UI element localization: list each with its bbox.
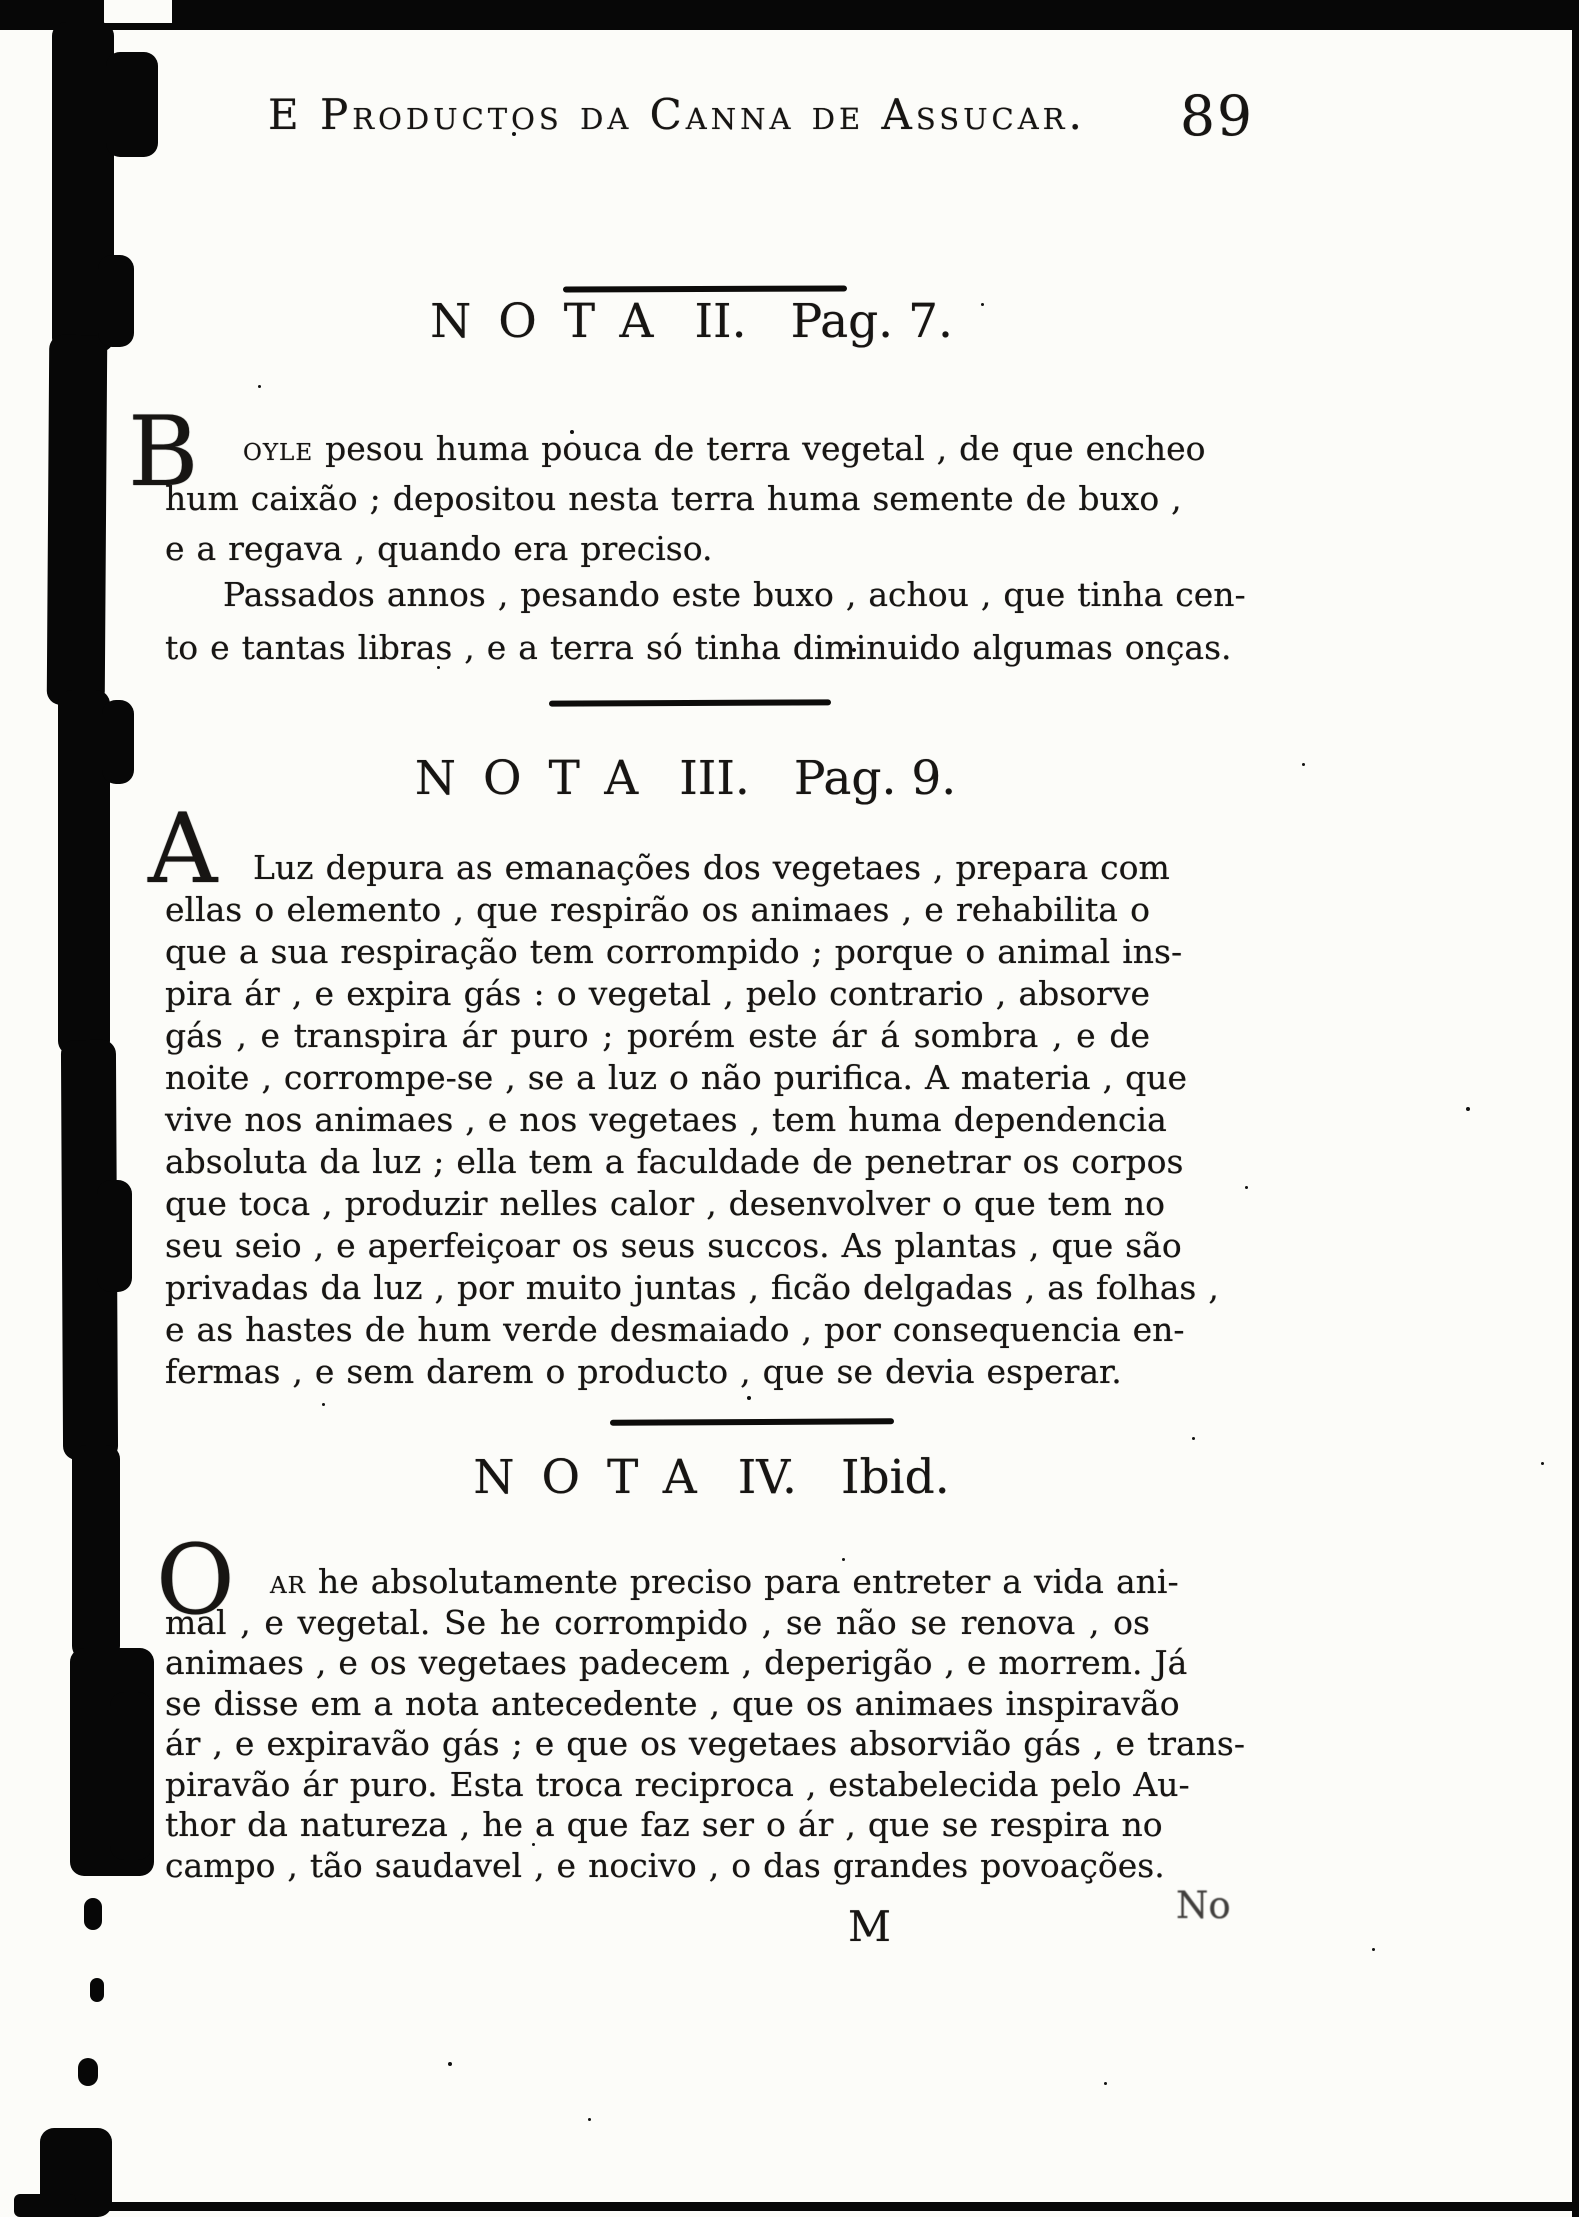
scan-right-edge bbox=[1572, 0, 1579, 2217]
text-line: ellas o elemento , que respirão os animaes , e rehabilita o bbox=[165, 890, 1150, 929]
dust-speck bbox=[1192, 1437, 1195, 1440]
text-line: seu seio , e aperfeiçoar os seus succos. As plantas , que são bbox=[165, 1226, 1182, 1265]
dust-speck bbox=[1302, 763, 1305, 766]
section-divider-rule bbox=[610, 1418, 894, 1425]
note-word: NOTA bbox=[430, 294, 681, 349]
text-line: Passados annos , pesando este buxo , achou , que tinha cen- bbox=[223, 575, 1246, 614]
dust-speck bbox=[1245, 1186, 1248, 1189]
lead-word: oyle bbox=[243, 429, 314, 468]
catchword: No bbox=[1176, 1884, 1231, 1927]
dust-speck bbox=[448, 2062, 452, 2066]
binding-shadow bbox=[72, 1445, 120, 1660]
note-heading-4 bbox=[219, 1450, 1204, 1505]
text-line bbox=[165, 847, 1170, 889]
text-line: mal , e vegetal. Se he corrompido , se não se renova , os bbox=[165, 1602, 1150, 1642]
note-numeral: III. bbox=[679, 751, 750, 806]
text-line: gás , e transpira ár puro ; porém este ár á sombra , e de bbox=[165, 1016, 1150, 1055]
binding-shadow bbox=[98, 255, 134, 347]
note-page-ref: Ibid. bbox=[840, 1450, 950, 1505]
text-line bbox=[165, 424, 1206, 474]
paragraph bbox=[165, 424, 1206, 574]
note-heading-3 bbox=[193, 751, 1178, 806]
text-line: se disse em a nota antecedente , que os animaes inspiravão bbox=[165, 1683, 1180, 1723]
paragraph bbox=[165, 568, 1246, 674]
drop-cap: O bbox=[156, 1524, 235, 1636]
line-text: pesou huma pouca de terra vegetal , de que encheo bbox=[325, 429, 1206, 468]
dust-speck bbox=[747, 1396, 751, 1400]
text-line: e a regava , quando era preciso. bbox=[165, 529, 713, 568]
text-line: e as hastes de hum verde desmaiado , por consequencia en- bbox=[165, 1310, 1185, 1349]
binding-shadow bbox=[47, 335, 108, 705]
binding-shadow bbox=[97, 1180, 132, 1292]
section-divider-rule bbox=[563, 286, 847, 293]
dust-speck bbox=[1372, 1948, 1375, 1951]
text-line: pira ár , e expira gás : o vegetal , pelo contrario , absorve bbox=[165, 974, 1150, 1013]
scan-top-bar-notch bbox=[104, 0, 172, 23]
note-word: NOTA bbox=[473, 1450, 724, 1505]
binding-shadow bbox=[106, 52, 158, 157]
scan-bottom-line bbox=[80, 2202, 1579, 2211]
dust-speck bbox=[1541, 1462, 1544, 1465]
note-heading-2 bbox=[199, 294, 1184, 349]
binding-shadow bbox=[84, 1898, 102, 1930]
text-line: campo , tão saudavel , e nocivo , o das grandes povoações. bbox=[165, 1845, 1165, 1885]
signature-mark: M bbox=[848, 1902, 892, 1951]
text-line: ár , e expiravão gás ; e que os vegetaes absorvião gás , e trans- bbox=[165, 1724, 1246, 1763]
text-line: que a sua respiração tem corrompido ; porque o animal ins- bbox=[165, 932, 1183, 971]
dust-speck bbox=[1466, 1107, 1470, 1111]
scan-top-bar bbox=[0, 0, 1579, 30]
page-number: 89 bbox=[1180, 84, 1254, 148]
text-line: thor da natureza , he a que faz ser o ár , que se respira no bbox=[165, 1805, 1163, 1844]
text-line: fermas , e sem darem o producto , que se devia esperar. bbox=[165, 1352, 1122, 1391]
dust-speck bbox=[322, 1403, 325, 1406]
text-line: piravão ár puro. Esta troca reciproca , estabelecida pelo Au- bbox=[165, 1764, 1190, 1804]
line-text: depura as emanações dos vegetaes , prepara com bbox=[325, 848, 1170, 887]
dust-speck bbox=[1104, 2082, 1107, 2085]
note-numeral: IV. bbox=[737, 1450, 797, 1505]
binding-shadow bbox=[14, 2194, 76, 2217]
text-line: noite , corrompe-se , se a luz o não purifica. A materia , que bbox=[165, 1058, 1187, 1097]
text-line bbox=[165, 1562, 1179, 1603]
dust-speck bbox=[842, 1558, 845, 1561]
binding-shadow bbox=[102, 700, 134, 784]
paragraph bbox=[165, 1562, 1246, 1886]
running-title: E Productos da Canna de Assucar. bbox=[268, 90, 1086, 139]
dust-speck bbox=[588, 2118, 591, 2121]
text-line: vive nos animaes , e nos vegetaes , tem huma dependencia bbox=[165, 1100, 1167, 1139]
binding-shadow bbox=[110, 1692, 152, 1860]
note-page-ref: Pag. 9. bbox=[793, 751, 957, 806]
dust-speck bbox=[258, 385, 261, 388]
note-numeral: II. bbox=[694, 294, 747, 349]
text-line: to e tantas libras , e a terra só tinha diminuido algumas onças. bbox=[165, 628, 1232, 667]
paragraph bbox=[165, 847, 1219, 1393]
drop-cap: B bbox=[128, 396, 199, 508]
section-divider-rule bbox=[549, 699, 831, 706]
drop-cap: A bbox=[148, 793, 218, 905]
text-line: que toca , produzir nelles calor , desenvolver o que tem no bbox=[165, 1184, 1165, 1223]
text-line: privadas da luz , por muito juntas , ficão delgadas , as folhas , bbox=[165, 1268, 1219, 1307]
text-line: hum caixão ; depositou nesta terra huma semente de buxo , bbox=[165, 479, 1182, 518]
note-word: NOTA bbox=[414, 751, 666, 806]
line-text: he absolutamente preciso para entreter a vida ani- bbox=[317, 1562, 1179, 1601]
lead-word: ar bbox=[270, 1562, 306, 1601]
text-line: animaes , e os vegetaes padecem , deperigão , e morrem. Já bbox=[165, 1643, 1188, 1682]
binding-shadow bbox=[90, 1978, 104, 2002]
binding-shadow bbox=[78, 2058, 98, 2086]
text-line: absoluta da luz ; ella tem a faculdade de penetrar os corpos bbox=[165, 1142, 1184, 1181]
note-page-ref: Pag. 7. bbox=[790, 294, 953, 349]
lead-word: Luz bbox=[253, 848, 314, 887]
